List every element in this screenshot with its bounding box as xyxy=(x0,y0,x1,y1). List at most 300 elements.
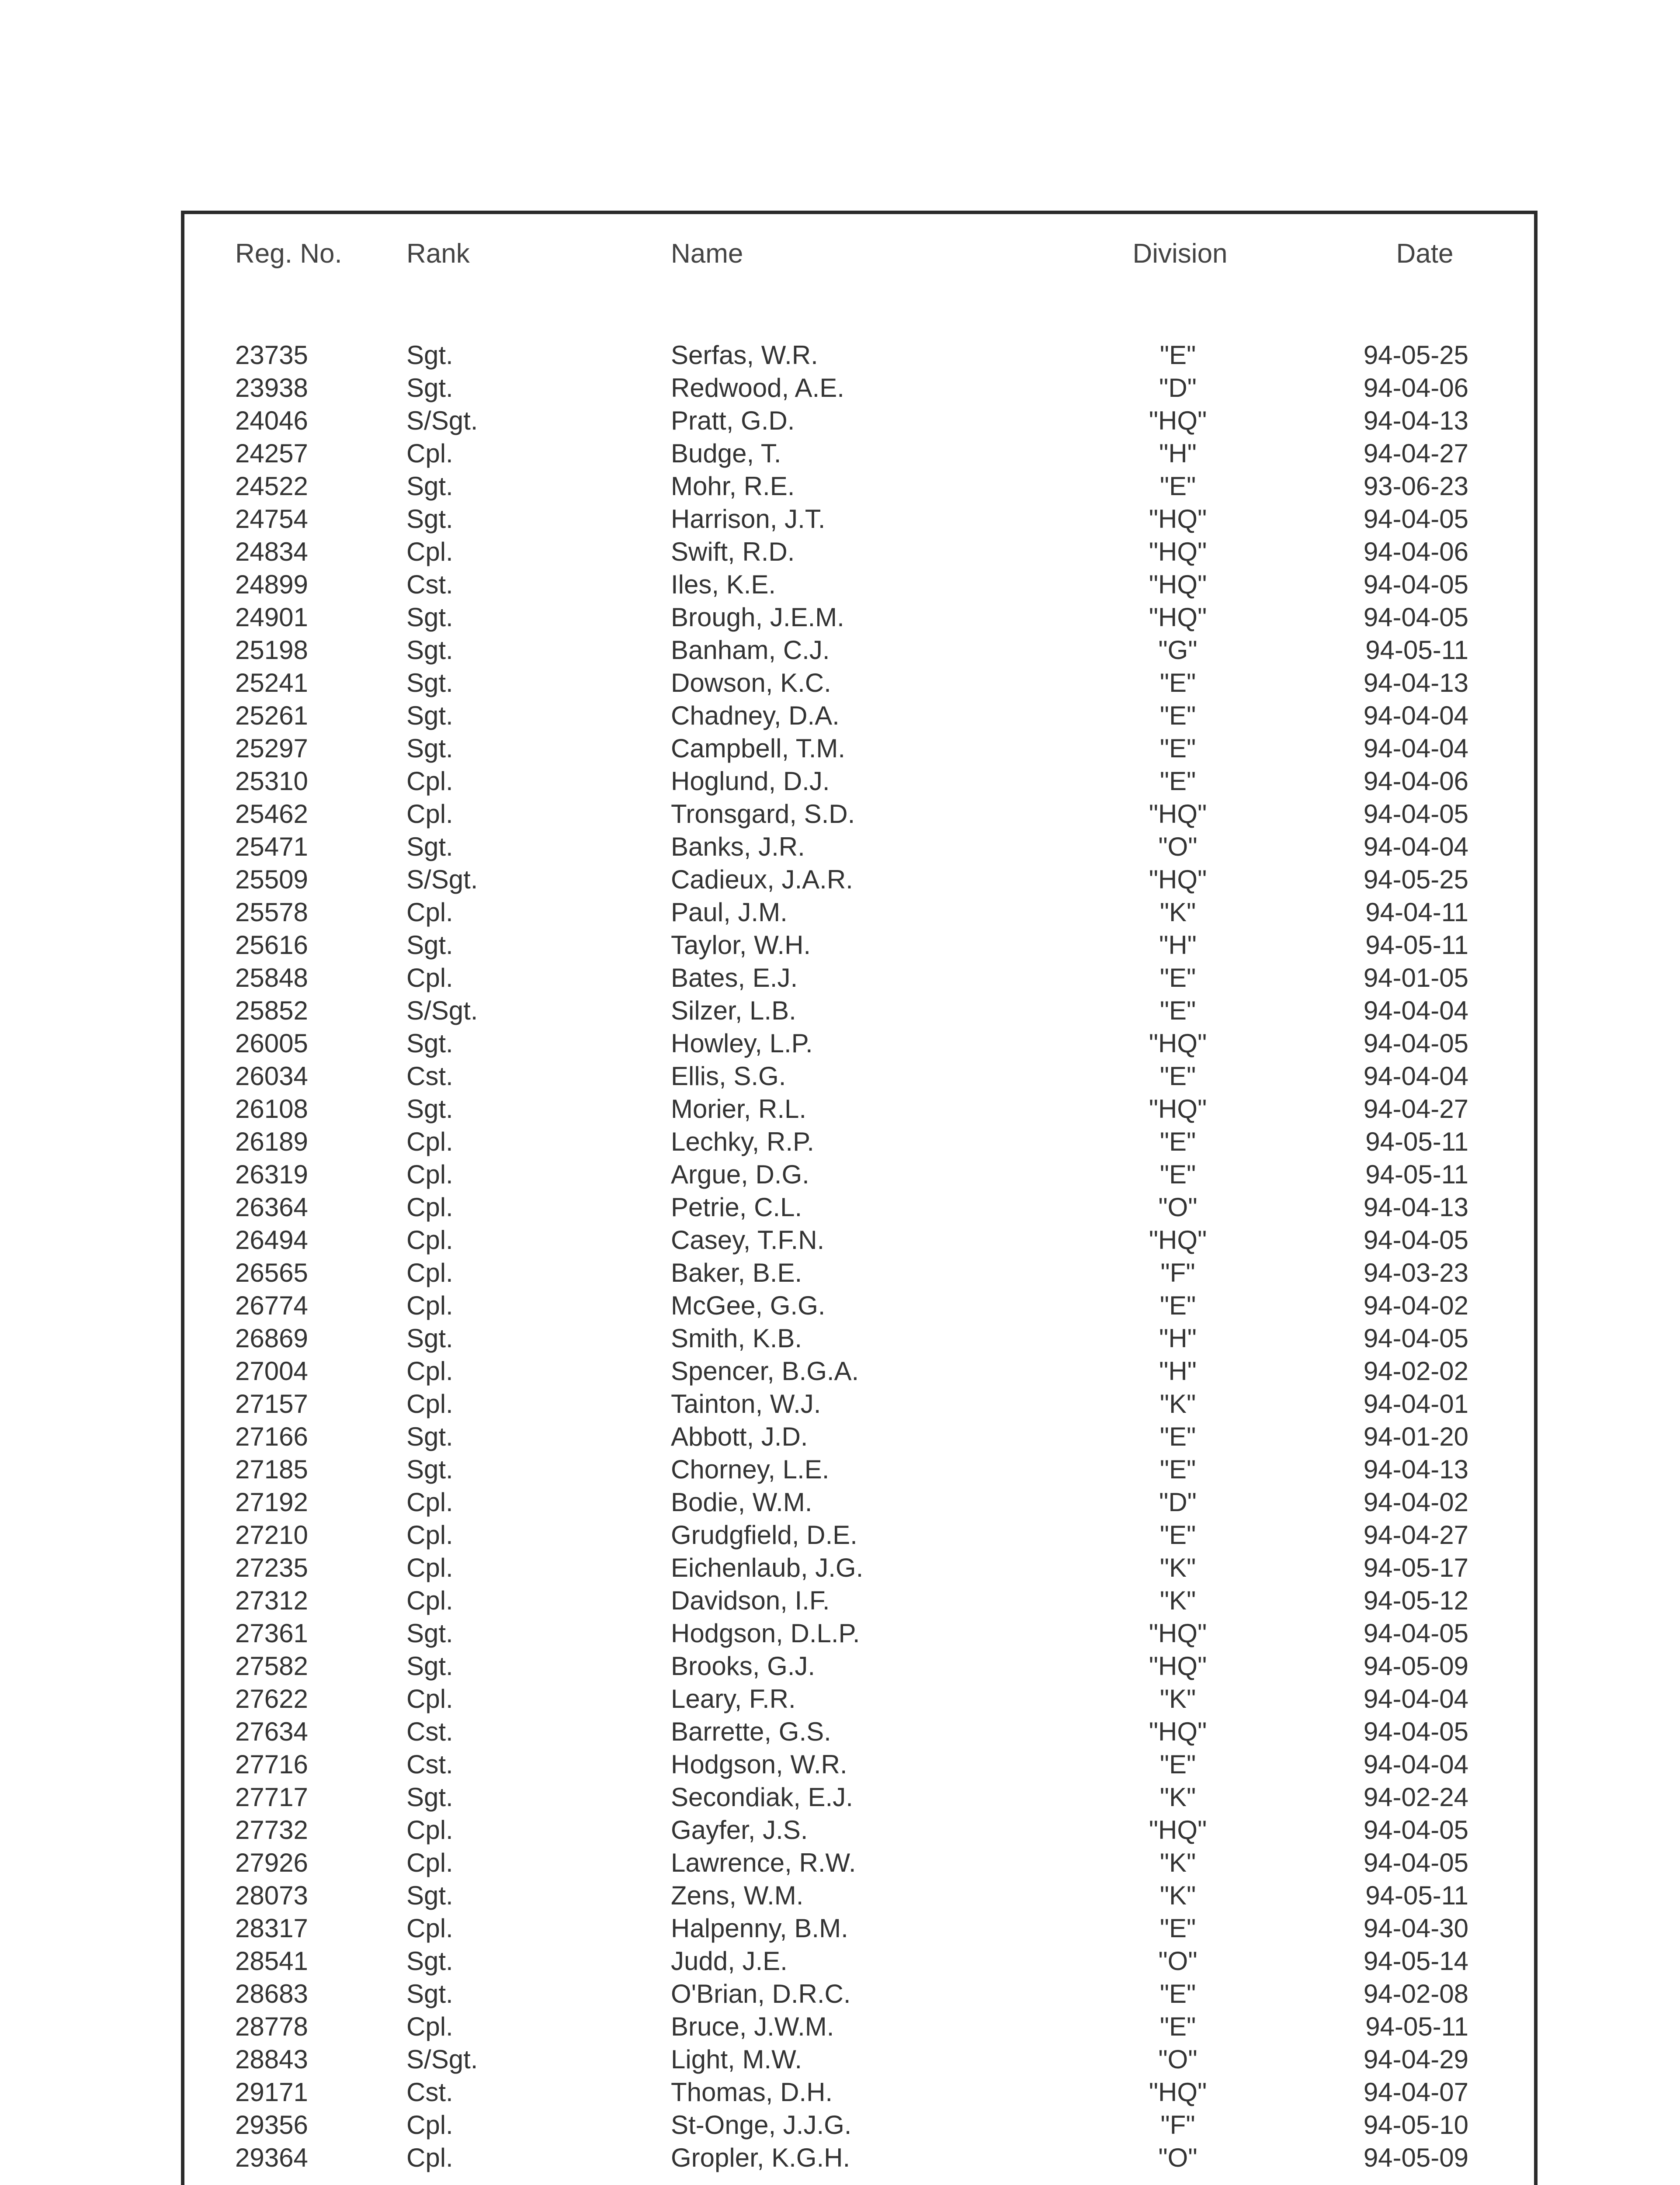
rank-cell: Cpl. xyxy=(406,1848,453,1877)
table-row xyxy=(0,1781,1680,1814)
table-row xyxy=(0,1682,1680,1715)
table-row xyxy=(0,1650,1680,1682)
name-cell: Gayfer, J.S. xyxy=(671,1815,808,1845)
date-cell: 94-05-14 xyxy=(1363,1946,1468,1976)
rank-cell: Sgt. xyxy=(406,668,453,697)
reg-no-cell: 25241 xyxy=(235,668,308,697)
reg-no-cell: 28541 xyxy=(235,1946,308,1976)
date-cell: 94-04-04 xyxy=(1363,1061,1468,1091)
name-cell: Brooks, G.J. xyxy=(671,1651,816,1681)
column-header-rank: Rank xyxy=(406,239,470,269)
reg-no-cell: 26034 xyxy=(235,1061,308,1091)
rank-cell: Cpl. xyxy=(406,1488,453,1517)
table-row xyxy=(0,1355,1680,1387)
rank-cell: Sgt. xyxy=(406,504,453,534)
date-cell: 94-05-09 xyxy=(1363,2143,1468,2172)
reg-no-cell: 25310 xyxy=(235,766,308,796)
date-cell: 94-04-06 xyxy=(1363,373,1468,402)
date-cell: 94-05-11 xyxy=(1365,1127,1468,1156)
date-cell: 94-02-02 xyxy=(1363,1356,1468,1386)
division-cell: "O" xyxy=(1158,1946,1198,1976)
division-cell: "E" xyxy=(1159,472,1196,501)
division-cell: "E" xyxy=(1159,963,1196,992)
division-cell: "E" xyxy=(1159,996,1196,1025)
date-cell: 94-04-05 xyxy=(1363,603,1468,632)
reg-no-cell: 26189 xyxy=(235,1127,308,1156)
table-row xyxy=(0,1322,1680,1355)
name-cell: Light, M.W. xyxy=(671,2045,802,2074)
reg-no-cell: 26869 xyxy=(235,1324,308,1353)
table-row xyxy=(0,1748,1680,1781)
name-cell: Cadieux, J.A.R. xyxy=(671,865,853,894)
name-cell: Banks, J.R. xyxy=(671,832,805,861)
rank-cell: Cpl. xyxy=(406,1389,453,1419)
name-cell: Gropler, K.G.H. xyxy=(671,2143,850,2172)
date-cell: 94-04-05 xyxy=(1363,799,1468,829)
rank-cell: Sgt. xyxy=(406,832,453,861)
table-row xyxy=(0,765,1680,798)
table-row xyxy=(0,830,1680,863)
division-cell: "HQ" xyxy=(1149,537,1207,566)
division-cell: "E" xyxy=(1159,1127,1196,1156)
reg-no-cell: 27926 xyxy=(235,1848,308,1877)
table-row xyxy=(0,601,1680,634)
table-row xyxy=(0,1814,1680,1846)
name-cell: Morier, R.L. xyxy=(671,1094,807,1124)
division-cell: "HQ" xyxy=(1149,504,1207,534)
name-cell: Bodie, W.M. xyxy=(671,1488,812,1517)
division-cell: "E" xyxy=(1159,1061,1196,1091)
date-cell: 94-05-11 xyxy=(1365,930,1468,960)
reg-no-cell: 25509 xyxy=(235,865,308,894)
name-cell: Mohr, R.E. xyxy=(671,472,795,501)
name-cell: Halpenny, B.M. xyxy=(671,1914,848,1943)
division-cell: "E" xyxy=(1159,340,1196,370)
date-cell: 94-05-25 xyxy=(1363,340,1468,370)
reg-no-cell: 26108 xyxy=(235,1094,308,1124)
name-cell: Pratt, G.D. xyxy=(671,406,795,435)
name-cell: Iles, K.E. xyxy=(671,570,776,599)
division-cell: "E" xyxy=(1159,2012,1196,2041)
date-cell: 94-04-04 xyxy=(1363,734,1468,763)
date-cell: 94-05-12 xyxy=(1363,1586,1468,1615)
name-cell: Bates, E.J. xyxy=(671,963,798,992)
division-cell: "HQ" xyxy=(1149,1029,1207,1058)
division-cell: "K" xyxy=(1159,1881,1196,1910)
column-header-reg-no: Reg. No. xyxy=(235,239,342,269)
date-cell: 94-05-09 xyxy=(1363,1651,1468,1681)
division-cell: "E" xyxy=(1159,1455,1196,1484)
date-cell: 94-04-13 xyxy=(1363,668,1468,697)
table-row xyxy=(0,1289,1680,1322)
division-cell: "E" xyxy=(1159,701,1196,730)
reg-no-cell: 27582 xyxy=(235,1651,308,1681)
reg-no-cell: 27185 xyxy=(235,1455,308,1484)
division-cell: "F" xyxy=(1160,1258,1195,1287)
division-cell: "G" xyxy=(1158,635,1198,665)
reg-no-cell: 27732 xyxy=(235,1815,308,1845)
name-cell: Casey, T.F.N. xyxy=(671,1225,825,1255)
date-cell: 94-04-13 xyxy=(1363,406,1468,435)
reg-no-cell: 25848 xyxy=(235,963,308,992)
rank-cell: Sgt. xyxy=(406,1094,453,1124)
table-row xyxy=(0,798,1680,830)
table-row xyxy=(0,1060,1680,1092)
rank-cell: Cpl. xyxy=(406,1258,453,1287)
rank-cell: Sgt. xyxy=(406,1422,453,1451)
rank-cell: Cpl. xyxy=(406,1225,453,1255)
reg-no-cell: 27634 xyxy=(235,1717,308,1746)
table-row xyxy=(0,1715,1680,1748)
rank-cell: S/Sgt. xyxy=(406,996,478,1025)
division-cell: "HQ" xyxy=(1149,1717,1207,1746)
division-cell: "K" xyxy=(1159,1389,1196,1419)
name-cell: Lechky, R.P. xyxy=(671,1127,814,1156)
date-cell: 94-04-04 xyxy=(1363,832,1468,861)
division-cell: "HQ" xyxy=(1149,1815,1207,1845)
name-cell: Spencer, B.G.A. xyxy=(671,1356,859,1386)
table-row xyxy=(0,732,1680,765)
date-cell: 94-04-05 xyxy=(1363,504,1468,534)
table-row xyxy=(0,1551,1680,1584)
table-row xyxy=(0,1879,1680,1912)
date-cell: 94-04-05 xyxy=(1363,1324,1468,1353)
date-cell: 94-04-05 xyxy=(1363,1619,1468,1648)
table-row xyxy=(0,1912,1680,1945)
date-cell: 94-04-04 xyxy=(1363,701,1468,730)
table-row xyxy=(0,1486,1680,1519)
rank-cell: Cpl. xyxy=(406,1520,453,1550)
name-cell: Baker, B.E. xyxy=(671,1258,802,1287)
table-row xyxy=(0,1387,1680,1420)
division-cell: "K" xyxy=(1159,898,1196,927)
reg-no-cell: 28317 xyxy=(235,1914,308,1943)
name-cell: Banham, C.J. xyxy=(671,635,830,665)
reg-no-cell: 27716 xyxy=(235,1750,308,1779)
table-row xyxy=(0,1125,1680,1158)
name-cell: Swift, R.D. xyxy=(671,537,795,566)
table-body xyxy=(0,339,1680,2174)
date-cell: 94-01-20 xyxy=(1363,1422,1468,1451)
date-cell: 94-02-08 xyxy=(1363,1979,1468,2008)
rank-cell: Cpl. xyxy=(406,1815,453,1845)
table-row xyxy=(0,2010,1680,2043)
rank-cell: Cpl. xyxy=(406,1586,453,1615)
date-cell: 94-04-05 xyxy=(1363,1815,1468,1845)
reg-no-cell: 24046 xyxy=(235,406,308,435)
rank-cell: Cpl. xyxy=(406,1127,453,1156)
date-cell: 94-04-05 xyxy=(1363,570,1468,599)
rank-cell: Sgt. xyxy=(406,1619,453,1648)
date-cell: 94-04-05 xyxy=(1363,1225,1468,1255)
reg-no-cell: 28778 xyxy=(235,2012,308,2041)
division-cell: "K" xyxy=(1159,1684,1196,1713)
division-cell: "E" xyxy=(1159,1291,1196,1320)
rank-cell: Cpl. xyxy=(406,1553,453,1582)
rank-cell: Sgt. xyxy=(406,340,453,370)
rank-cell: Cpl. xyxy=(406,2012,453,2041)
column-header-date: Date xyxy=(1396,239,1454,269)
rank-cell: Cpl. xyxy=(406,1914,453,1943)
division-cell: "D" xyxy=(1159,1488,1197,1517)
reg-no-cell: 27622 xyxy=(235,1684,308,1713)
date-cell: 94-04-11 xyxy=(1365,898,1468,927)
division-cell: "O" xyxy=(1158,832,1198,861)
reg-no-cell: 27166 xyxy=(235,1422,308,1451)
date-cell: 94-04-27 xyxy=(1363,1520,1468,1550)
date-cell: 94-04-04 xyxy=(1363,996,1468,1025)
rank-cell: Sgt. xyxy=(406,1946,453,1976)
reg-no-cell: 29364 xyxy=(235,2143,308,2172)
reg-no-cell: 27361 xyxy=(235,1619,308,1648)
rank-cell: Cpl. xyxy=(406,963,453,992)
division-cell: "HQ" xyxy=(1149,1225,1207,1255)
rank-cell: Cpl. xyxy=(406,439,453,468)
table-row xyxy=(0,1617,1680,1650)
name-cell: Brough, J.E.M. xyxy=(671,603,844,632)
name-cell: Judd, J.E. xyxy=(671,1946,788,1976)
reg-no-cell: 28843 xyxy=(235,2045,308,2074)
rank-cell: Cpl. xyxy=(406,766,453,796)
division-cell: "D" xyxy=(1159,373,1197,402)
reg-no-cell: 28683 xyxy=(235,1979,308,2008)
rank-cell: Cpl. xyxy=(406,2143,453,2172)
name-cell: Secondiak, E.J. xyxy=(671,1783,853,1812)
rank-cell: Sgt. xyxy=(406,373,453,402)
division-cell: "O" xyxy=(1158,2143,1198,2172)
division-cell: "F" xyxy=(1160,2110,1195,2140)
reg-no-cell: 26774 xyxy=(235,1291,308,1320)
rank-cell: S/Sgt. xyxy=(406,865,478,894)
division-cell: "HQ" xyxy=(1149,406,1207,435)
date-cell: 94-04-30 xyxy=(1363,1914,1468,1943)
date-cell: 94-04-05 xyxy=(1363,1717,1468,1746)
table-row xyxy=(0,437,1680,470)
table-row xyxy=(0,1584,1680,1617)
reg-no-cell: 24257 xyxy=(235,439,308,468)
table-row xyxy=(0,1977,1680,2010)
reg-no-cell: 25462 xyxy=(235,799,308,829)
reg-no-cell: 25471 xyxy=(235,832,308,861)
division-cell: "H" xyxy=(1159,1324,1197,1353)
date-cell: 94-05-11 xyxy=(1365,1160,1468,1189)
name-cell: Smith, K.B. xyxy=(671,1324,802,1353)
table-row xyxy=(0,1092,1680,1125)
date-cell: 93-06-23 xyxy=(1363,472,1468,501)
rank-cell: S/Sgt. xyxy=(406,406,478,435)
reg-no-cell: 23735 xyxy=(235,340,308,370)
reg-no-cell: 27157 xyxy=(235,1389,308,1419)
division-cell: "K" xyxy=(1159,1553,1196,1582)
division-cell: "E" xyxy=(1159,1160,1196,1189)
reg-no-cell: 29356 xyxy=(235,2110,308,2140)
table-row xyxy=(0,535,1680,568)
table-row xyxy=(0,929,1680,961)
name-cell: Hoglund, D.J. xyxy=(671,766,830,796)
reg-no-cell: 27192 xyxy=(235,1488,308,1517)
reg-no-cell: 26319 xyxy=(235,1160,308,1189)
division-cell: "O" xyxy=(1158,2045,1198,2074)
table-row xyxy=(0,1191,1680,1224)
division-cell: "E" xyxy=(1159,766,1196,796)
table-row xyxy=(0,1224,1680,1256)
table-row xyxy=(0,1945,1680,1977)
table-row xyxy=(0,503,1680,535)
table-row xyxy=(0,666,1680,699)
date-cell: 94-05-11 xyxy=(1365,1881,1468,1910)
name-cell: Petrie, C.L. xyxy=(671,1193,802,1222)
table-row xyxy=(0,371,1680,404)
division-cell: "HQ" xyxy=(1149,799,1207,829)
name-cell: Chorney, L.E. xyxy=(671,1455,830,1484)
date-cell: 94-04-27 xyxy=(1363,1094,1468,1124)
name-cell: Hodgson, D.L.P. xyxy=(671,1619,860,1648)
table-row xyxy=(0,896,1680,929)
rank-cell: Cpl. xyxy=(406,1160,453,1189)
rank-cell: Sgt. xyxy=(406,701,453,730)
table-row xyxy=(0,634,1680,666)
name-cell: Silzer, L.B. xyxy=(671,996,796,1025)
division-cell: "E" xyxy=(1159,1520,1196,1550)
reg-no-cell: 25297 xyxy=(235,734,308,763)
rank-cell: Sgt. xyxy=(406,1455,453,1484)
date-cell: 94-04-07 xyxy=(1363,2077,1468,2107)
name-cell: Grudgfield, D.E. xyxy=(671,1520,857,1550)
date-cell: 94-02-24 xyxy=(1363,1783,1468,1812)
table-row xyxy=(0,2076,1680,2109)
table-row xyxy=(0,1519,1680,1551)
name-cell: Tronsgard, S.D. xyxy=(671,799,855,829)
reg-no-cell: 27312 xyxy=(235,1586,308,1615)
name-cell: Taylor, W.H. xyxy=(671,930,811,960)
reg-no-cell: 29171 xyxy=(235,2077,308,2107)
rank-cell: Cpl. xyxy=(406,799,453,829)
name-cell: Lawrence, R.W. xyxy=(671,1848,856,1877)
table-row xyxy=(0,994,1680,1027)
rank-cell: Cst. xyxy=(406,1750,453,1779)
rank-cell: Cst. xyxy=(406,570,453,599)
date-cell: 94-04-29 xyxy=(1363,2045,1468,2074)
division-cell: "HQ" xyxy=(1149,2077,1207,2107)
division-cell: "E" xyxy=(1159,1750,1196,1779)
reg-no-cell: 24901 xyxy=(235,603,308,632)
date-cell: 94-04-13 xyxy=(1363,1455,1468,1484)
name-cell: Budge, T. xyxy=(671,439,781,468)
name-cell: Harrison, J.T. xyxy=(671,504,826,534)
division-cell: "E" xyxy=(1159,1979,1196,2008)
division-cell: "HQ" xyxy=(1149,1619,1207,1648)
name-cell: Argue, D.G. xyxy=(671,1160,809,1189)
division-cell: "E" xyxy=(1159,668,1196,697)
name-cell: Eichenlaub, J.G. xyxy=(671,1553,864,1582)
date-cell: 94-04-27 xyxy=(1363,439,1468,468)
rank-cell: Cst. xyxy=(406,1061,453,1091)
name-cell: Abbott, J.D. xyxy=(671,1422,808,1451)
division-cell: "H" xyxy=(1159,1356,1197,1386)
table-row xyxy=(0,1256,1680,1289)
date-cell: 94-05-11 xyxy=(1365,2012,1468,2041)
rank-cell: Cpl. xyxy=(406,1684,453,1713)
rank-cell: Sgt. xyxy=(406,1783,453,1812)
reg-no-cell: 25261 xyxy=(235,701,308,730)
rank-cell: Sgt. xyxy=(406,1029,453,1058)
date-cell: 94-01-05 xyxy=(1363,963,1468,992)
reg-no-cell: 27235 xyxy=(235,1553,308,1582)
date-cell: 94-04-05 xyxy=(1363,1848,1468,1877)
table-row xyxy=(0,404,1680,437)
column-header-name: Name xyxy=(671,239,743,269)
reg-no-cell: 25198 xyxy=(235,635,308,665)
rank-cell: Sgt. xyxy=(406,635,453,665)
name-cell: Campbell, T.M. xyxy=(671,734,846,763)
reg-no-cell: 26005 xyxy=(235,1029,308,1058)
name-cell: Paul, J.M. xyxy=(671,898,788,927)
rank-cell: Sgt. xyxy=(406,1979,453,2008)
rank-cell: Sgt. xyxy=(406,1881,453,1910)
name-cell: St-Onge, J.J.G. xyxy=(671,2110,852,2140)
rank-cell: Cpl. xyxy=(406,537,453,566)
rank-cell: Cpl. xyxy=(406,2110,453,2140)
date-cell: 94-04-06 xyxy=(1363,537,1468,566)
table-row xyxy=(0,1453,1680,1486)
division-cell: "E" xyxy=(1159,1914,1196,1943)
name-cell: Redwood, A.E. xyxy=(671,373,844,402)
name-cell: Leary, F.R. xyxy=(671,1684,796,1713)
table-row xyxy=(0,863,1680,896)
division-cell: "K" xyxy=(1159,1586,1196,1615)
division-cell: "E" xyxy=(1159,1422,1196,1451)
date-cell: 94-04-13 xyxy=(1363,1193,1468,1222)
rank-cell: Sgt. xyxy=(406,734,453,763)
date-cell: 94-04-06 xyxy=(1363,766,1468,796)
division-cell: "K" xyxy=(1159,1848,1196,1877)
table-row xyxy=(0,568,1680,601)
reg-no-cell: 24754 xyxy=(235,504,308,534)
division-cell: "O" xyxy=(1158,1193,1198,1222)
division-cell: "H" xyxy=(1159,439,1197,468)
date-cell: 94-04-01 xyxy=(1363,1389,1468,1419)
date-cell: 94-04-02 xyxy=(1363,1488,1468,1517)
name-cell: Thomas, D.H. xyxy=(671,2077,833,2107)
date-cell: 94-05-17 xyxy=(1363,1553,1468,1582)
rank-cell: Cst. xyxy=(406,1717,453,1746)
name-cell: Howley, L.P. xyxy=(671,1029,813,1058)
rank-cell: Sgt. xyxy=(406,1324,453,1353)
reg-no-cell: 25616 xyxy=(235,930,308,960)
table-row xyxy=(0,1846,1680,1879)
reg-no-cell: 28073 xyxy=(235,1881,308,1910)
rank-cell: Cpl. xyxy=(406,898,453,927)
name-cell: Serfas, W.R. xyxy=(671,340,818,370)
table-row xyxy=(0,2141,1680,2174)
reg-no-cell: 26565 xyxy=(235,1258,308,1287)
name-cell: O'Brian, D.R.C. xyxy=(671,1979,851,2008)
name-cell: Chadney, D.A. xyxy=(671,701,840,730)
name-cell: Hodgson, W.R. xyxy=(671,1750,847,1779)
table-row xyxy=(0,961,1680,994)
reg-no-cell: 24834 xyxy=(235,537,308,566)
division-cell: "E" xyxy=(1159,734,1196,763)
rank-cell: Cpl. xyxy=(406,1291,453,1320)
division-cell: "K" xyxy=(1159,1783,1196,1812)
division-cell: "HQ" xyxy=(1149,603,1207,632)
rank-cell: Sgt. xyxy=(406,472,453,501)
name-cell: Davidson, I.F. xyxy=(671,1586,830,1615)
date-cell: 94-04-04 xyxy=(1363,1750,1468,1779)
name-cell: Zens, W.M. xyxy=(671,1881,804,1910)
reg-no-cell: 25852 xyxy=(235,996,308,1025)
date-cell: 94-04-04 xyxy=(1363,1684,1468,1713)
